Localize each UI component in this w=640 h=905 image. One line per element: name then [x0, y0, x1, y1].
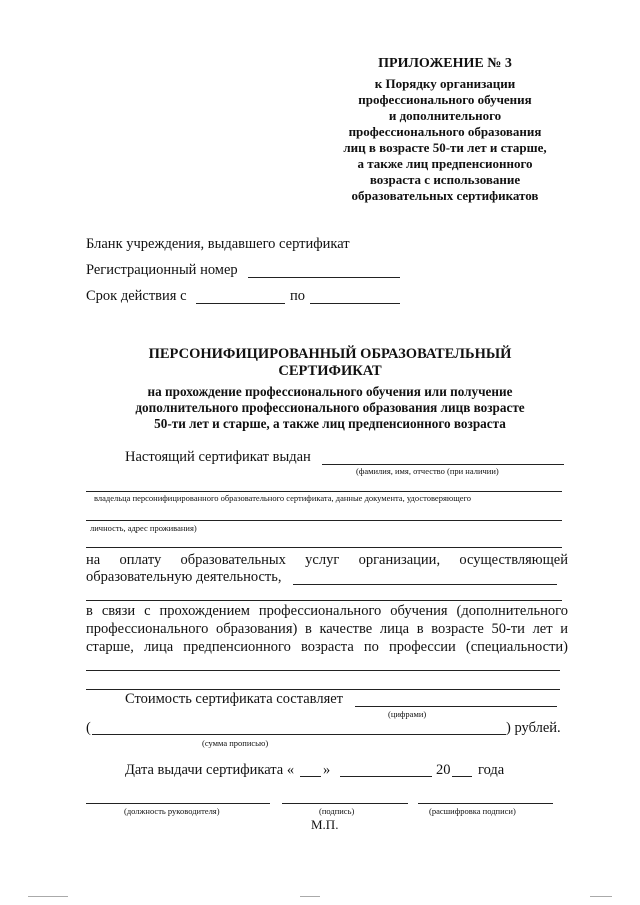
- annex-line: образовательных сертификатов: [351, 188, 539, 203]
- caption-owner: владельца персонифицированного образовательного сертификата, данные документа, удостоверяющего: [94, 493, 472, 503]
- rubles-label: ) рублей.: [506, 720, 561, 736]
- annex-line: к Порядку организации: [374, 76, 516, 91]
- issue-date-label: Дата выдачи сертификата «: [125, 762, 295, 778]
- reg-number-label: Регистрационный номер: [86, 262, 238, 278]
- caption-decoding: (расшифровка подписи): [429, 806, 516, 816]
- annex-line: и дополнительного: [388, 108, 502, 123]
- stamp-place: М.П.: [311, 817, 339, 832]
- payment-text-cont: образовательную деятельность,: [86, 569, 282, 585]
- annex-line: лиц в возрасте 50-ти лет и старше,: [343, 140, 547, 155]
- cost-words-field[interactable]: [92, 734, 506, 735]
- institution-blank-label: Бланк учреждения, выдавшего сертификат: [86, 236, 350, 252]
- issue-day-field[interactable]: [300, 776, 321, 777]
- annex-line: профессионального обучения: [358, 92, 532, 107]
- certificate-subtitle-line: дополнительного профессионального образования лицв возрасте: [135, 400, 525, 415]
- owner-field-line[interactable]: [86, 491, 562, 492]
- training-text: в связи с прохождением профессионального обучения (дополнительного: [86, 603, 568, 619]
- issue-year-suffix: года: [478, 762, 505, 778]
- page-edge-mark: [300, 896, 320, 897]
- organization-field-line[interactable]: [86, 600, 562, 601]
- cost-digits-field[interactable]: [355, 706, 557, 707]
- organization-field[interactable]: [293, 584, 557, 585]
- issue-month-field[interactable]: [340, 776, 432, 777]
- certificate-subtitle-line: на прохождение профессионального обучения или получение: [147, 384, 513, 399]
- annex-line: а также лиц предпенсионного: [357, 156, 533, 171]
- certificate-subtitle-line: 50-ти лет и старше, а также лиц предпенсионного возраста: [154, 416, 506, 431]
- issue-year-field[interactable]: [452, 776, 472, 777]
- caption-digits: (цифрами): [388, 709, 427, 719]
- caption-fio: (фамилия, имя, отчество (при наличии): [356, 466, 499, 476]
- annex-line: профессионального образования: [348, 124, 542, 139]
- caption-position: (должность руководителя): [124, 806, 220, 816]
- signature-field[interactable]: [282, 803, 408, 804]
- signature-decoding-field[interactable]: [418, 803, 553, 804]
- certificate-subtitle: [70, 384, 590, 432]
- annex-block: [300, 56, 590, 204]
- cost-label: Стоимость сертификата составляет: [125, 691, 344, 707]
- position-field[interactable]: [86, 803, 270, 804]
- certificate-title-line: ПЕРСОНИФИЦИРОВАННЫЙ ОБРАЗОВАТЕЛЬНЫЙ: [148, 346, 512, 362]
- reg-number-field[interactable]: [248, 277, 400, 278]
- paren-open: (: [86, 720, 91, 736]
- validity-to-label: по: [290, 288, 306, 304]
- training-text: профессионального образования) в качестве лица в возрасте 50-ти лет и: [86, 621, 568, 637]
- validity-from-field[interactable]: [196, 303, 285, 304]
- owner-field-line[interactable]: [86, 520, 562, 521]
- issue-year-prefix: 20: [436, 762, 451, 778]
- issued-to-label: Настоящий сертификат выдан: [125, 449, 311, 465]
- certificate-title: [70, 346, 590, 380]
- certificate-title-line: СЕРТИФИКАТ: [278, 363, 382, 379]
- owner-field-line[interactable]: [86, 547, 562, 548]
- profession-field-line[interactable]: [86, 689, 560, 690]
- profession-field-line[interactable]: [86, 670, 560, 671]
- fio-field[interactable]: [322, 464, 564, 465]
- validity-from-label: Срок действия с: [86, 288, 187, 304]
- payment-text: на оплату образовательных услуг организации, осуществляющей: [86, 552, 568, 568]
- validity-to-field[interactable]: [310, 303, 400, 304]
- annex-line: возраста с использование: [369, 172, 521, 187]
- page-edge-mark: [590, 896, 612, 897]
- page-edge-mark: [28, 896, 68, 897]
- caption-words: (сумма прописью): [202, 738, 269, 748]
- annex-title: ПРИЛОЖЕНИЕ № 3: [378, 56, 512, 71]
- caption-signature: (подпись): [319, 806, 355, 816]
- training-text: старше, лица предпенсионного возраста по профессии (специальности): [86, 639, 568, 655]
- issue-date-quote: »: [323, 762, 331, 778]
- caption-owner-cont: личность, адрес проживания): [90, 523, 197, 533]
